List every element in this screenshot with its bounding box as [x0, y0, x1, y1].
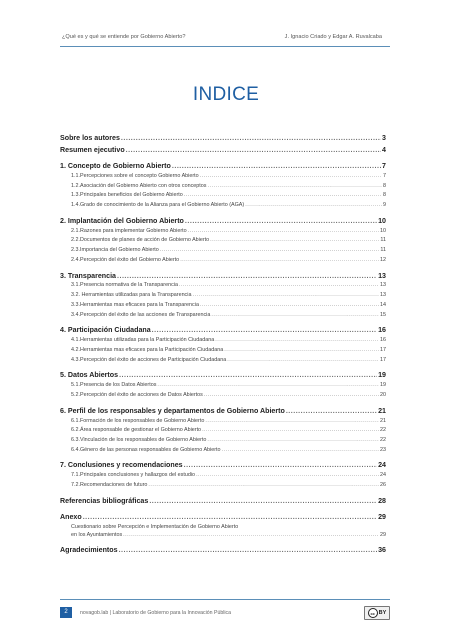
toc-page: 13 — [378, 271, 386, 280]
toc-sub-entry[interactable] — [60, 311, 386, 321]
toc-entry-anexo[interactable] — [60, 511, 386, 523]
toc-label: 6. Perfil de los responsables y departamentos de Gobierno Abierto — [60, 406, 285, 415]
toc-page: 24 — [380, 472, 386, 479]
toc-page: 17 — [380, 356, 386, 363]
page-header — [0, 0, 452, 60]
leader-dots — [222, 446, 379, 456]
toc-sub-entry[interactable] — [60, 336, 386, 346]
leader-dots — [123, 531, 379, 540]
toc-label: 2.4.Percepción del éxito del Gobierno Abierto — [71, 256, 180, 263]
toc-section-2[interactable] — [60, 215, 386, 227]
toc-sub-entry[interactable] — [60, 201, 386, 211]
leader-dots — [152, 324, 377, 336]
toc-page: 8 — [383, 192, 386, 199]
toc-page: 16 — [380, 337, 386, 344]
toc-page: 17 — [380, 346, 386, 353]
toc-label: en los Ayuntamientos — [71, 532, 123, 539]
toc-page: 21 — [380, 417, 386, 424]
header-authors: J. Ignacio Criado y Edgar A. Ruvalcaba — [284, 34, 382, 40]
toc-label: 5.2.Percepción del éxito de acciones de Datos Abiertos — [71, 391, 203, 398]
toc-page: 19 — [380, 382, 386, 389]
toc-sub-entry[interactable] — [60, 172, 386, 182]
leader-dots — [184, 191, 382, 201]
leader-dots — [149, 495, 377, 507]
toc-label: 3.2. Herramientas utilizadas para la Transparencia — [71, 292, 192, 299]
leader-dots — [286, 405, 377, 417]
toc-label: 3.4.Percepción del éxito de las acciones de Transparencia — [71, 311, 211, 318]
leader-dots — [184, 459, 378, 471]
toc-label: 5. Datos Abiertos — [60, 371, 119, 380]
toc-entry-agradecimientos[interactable] — [60, 544, 386, 556]
toc-label: Referencias bibliográficas — [60, 496, 149, 505]
leader-dots — [200, 172, 382, 182]
toc-label: 2.3.Importancia del Gobierno Abierto — [71, 247, 159, 254]
toc-sub-entry[interactable] — [60, 531, 386, 540]
toc-page: 14 — [380, 301, 386, 308]
leader-dots — [207, 436, 379, 446]
toc-page: 13 — [380, 282, 386, 289]
toc-sub-entry[interactable] — [60, 236, 386, 246]
footer-divider — [60, 599, 390, 600]
leader-dots — [200, 301, 379, 311]
toc-page: 9 — [383, 202, 386, 209]
leader-dots — [179, 281, 379, 291]
toc-entry-sobre[interactable] — [60, 132, 386, 144]
toc-sub-entry[interactable] — [60, 301, 386, 311]
toc-page: 23 — [380, 446, 386, 453]
page-title: INDICE — [192, 84, 260, 105]
toc-sub-entry[interactable] — [60, 426, 386, 436]
toc-label: 5.1.Presencia de los Datos Abiertos — [71, 382, 157, 389]
toc-page: 13 — [380, 292, 386, 299]
page-number: 2 — [60, 607, 72, 618]
leader-dots — [83, 511, 377, 523]
toc-page: 22 — [380, 437, 386, 444]
toc-page: 3 — [382, 134, 386, 142]
toc-label: 2.2.Documentos de planes de acción de Gobierno Abierto — [71, 237, 210, 244]
cc-circle-icon: cc — [368, 608, 378, 618]
toc-label: 6.4.Género de las personas responsables de Gobierno Abierto — [71, 446, 221, 453]
toc-label: 1.1.Percepciones sobre el concepto Gobierno Abierto — [71, 172, 199, 179]
toc-entry-references[interactable] — [60, 495, 386, 507]
leader-dots — [204, 391, 379, 401]
leader-dots — [188, 227, 379, 237]
toc-label: 2. Implantación del Gobierno Abierto — [60, 216, 184, 225]
leader-dots — [192, 291, 379, 301]
toc-page: 16 — [378, 326, 386, 335]
toc-sub-entry[interactable] — [60, 381, 386, 391]
toc-section-3[interactable] — [60, 270, 386, 282]
toc-page: 21 — [378, 406, 386, 415]
toc-entry-resumen[interactable] — [60, 144, 386, 156]
toc-label: 7. Conclusiones y recomendaciones — [60, 461, 183, 470]
leader-dots — [172, 160, 381, 172]
toc-label: 7.1.Principales conclusiones y hallazgos del estudio — [71, 472, 196, 479]
toc-label: 3.3.Herramientas mas eficaces para la Transparencia — [71, 301, 199, 308]
header-divider — [60, 46, 390, 47]
toc-page: 26 — [380, 482, 386, 489]
toc-label: 6.2.Área responsable de gestionar el Gobierno Abierto — [71, 427, 202, 434]
toc-label: 1.4.Grado de conocimiento de la Alianza para el Gobierno Abierto (AGA) — [71, 202, 245, 209]
toc-section-5[interactable] — [60, 369, 386, 381]
toc-section-1[interactable] — [60, 160, 386, 172]
creative-commons-icon — [364, 606, 390, 620]
toc-page: 7 — [382, 162, 386, 170]
toc-sub-entry[interactable] — [60, 291, 386, 301]
toc-page: 28 — [378, 496, 386, 505]
toc-page: 12 — [380, 256, 386, 263]
toc-section-6[interactable] — [60, 405, 386, 417]
toc-label: 4.1.Herramientas utilizadas para la Participación Ciudadana — [71, 337, 215, 344]
toc-page: 10 — [378, 216, 386, 225]
table-of-contents — [60, 132, 386, 556]
toc-page: 10 — [380, 227, 386, 234]
leader-dots — [121, 132, 381, 144]
toc-sub-entry[interactable] — [60, 256, 386, 266]
footer-text: novagob.lab | Laboratorio de Gobierno para la Innovación Pública — [80, 610, 232, 616]
toc-label: Resumen ejecutivo — [60, 146, 125, 154]
toc-sub-entry[interactable] — [60, 446, 386, 456]
leader-dots — [196, 471, 379, 481]
toc-label: 6.1.Formación de los responsables de Gobierno Abierto — [71, 417, 205, 424]
toc-label: 1. Concepto de Gobierno Abierto — [60, 162, 171, 170]
toc-page: 11 — [380, 247, 386, 254]
leader-dots — [207, 182, 382, 192]
toc-label: Sobre los autores — [60, 134, 120, 142]
toc-label: 3.1.Presencia normativa de la Transparencia — [71, 282, 178, 289]
leader-dots — [185, 215, 377, 227]
toc-label: 7.2.Recomendaciones de futuro — [71, 482, 148, 489]
leader-dots — [211, 311, 379, 321]
leader-dots — [205, 417, 379, 427]
toc-sub-entry[interactable] — [60, 346, 386, 356]
leader-dots — [224, 346, 379, 356]
toc-page: 11 — [380, 237, 386, 244]
toc-sub-entry[interactable] — [60, 481, 386, 491]
toc-sub-entry[interactable] — [60, 227, 386, 237]
cc-by-label: BY — [378, 610, 387, 616]
leader-dots — [126, 144, 381, 156]
toc-page: 4 — [382, 146, 386, 154]
leader-dots — [202, 426, 379, 436]
toc-page: 29 — [380, 532, 386, 539]
toc-sub-entry[interactable] — [60, 391, 386, 401]
toc-page: 15 — [380, 311, 386, 318]
toc-page: 20 — [380, 391, 386, 398]
toc-sub-entry[interactable] — [60, 356, 386, 366]
leader-dots — [215, 336, 379, 346]
leader-dots — [210, 236, 379, 246]
leader-dots — [245, 201, 382, 211]
toc-page: 19 — [378, 371, 386, 380]
toc-label: 3. Transparencia — [60, 271, 116, 280]
toc-page: 7 — [383, 172, 386, 179]
toc-label: 1.3.Principales beneficios del Gobierno Abierto — [71, 192, 183, 199]
toc-label: 4.3.Percepción del éxito de acciones de Participación Ciudadana — [71, 356, 227, 363]
toc-label: 1.2.Asociación del Gobierno Abierto con otros conceptos — [71, 182, 207, 189]
toc-section-7[interactable] — [60, 459, 386, 471]
header-left-title: ¿Qué es y qué se entiende por Gobierno Abierto? — [62, 34, 186, 40]
toc-sub-entry[interactable] — [60, 282, 386, 292]
leader-dots — [119, 544, 378, 556]
toc-page: 22 — [380, 427, 386, 434]
toc-label: 6.3.Vinculación de los responsables de Gobierno Abierto — [71, 437, 207, 444]
toc-page: 36 — [378, 546, 386, 555]
leader-dots — [119, 369, 377, 381]
toc-section-4[interactable] — [60, 324, 386, 336]
toc-label: 4.2.Herramientas mas eficaces para la Participación Ciudadana — [71, 346, 224, 353]
toc-sub-entry[interactable] — [60, 436, 386, 446]
toc-page: 29 — [378, 512, 386, 521]
toc-sub-entry[interactable] — [60, 246, 386, 256]
toc-sub-entry[interactable] — [60, 471, 386, 481]
leader-dots — [160, 246, 380, 256]
toc-label: Anexo — [60, 512, 82, 521]
leader-dots — [180, 256, 379, 266]
anexo-description: Cuestionario sobre Percepción e Implementación de Gobierno Abierto — [71, 523, 239, 530]
toc-label: 2.1.Razones para implementar Gobierno Abierto — [71, 227, 187, 234]
toc-page: 24 — [378, 461, 386, 470]
toc-label: Agradecimientos — [60, 546, 118, 555]
leader-dots — [227, 356, 379, 366]
leader-dots — [148, 481, 379, 491]
leader-dots — [157, 381, 379, 391]
toc-sub-entry[interactable] — [60, 191, 386, 201]
toc-sub-entry[interactable] — [60, 182, 386, 192]
toc-page: 8 — [383, 182, 386, 189]
toc-sub-entry[interactable] — [60, 417, 386, 427]
leader-dots — [117, 270, 377, 282]
toc-label: 4. Participación Ciudadana — [60, 326, 151, 335]
